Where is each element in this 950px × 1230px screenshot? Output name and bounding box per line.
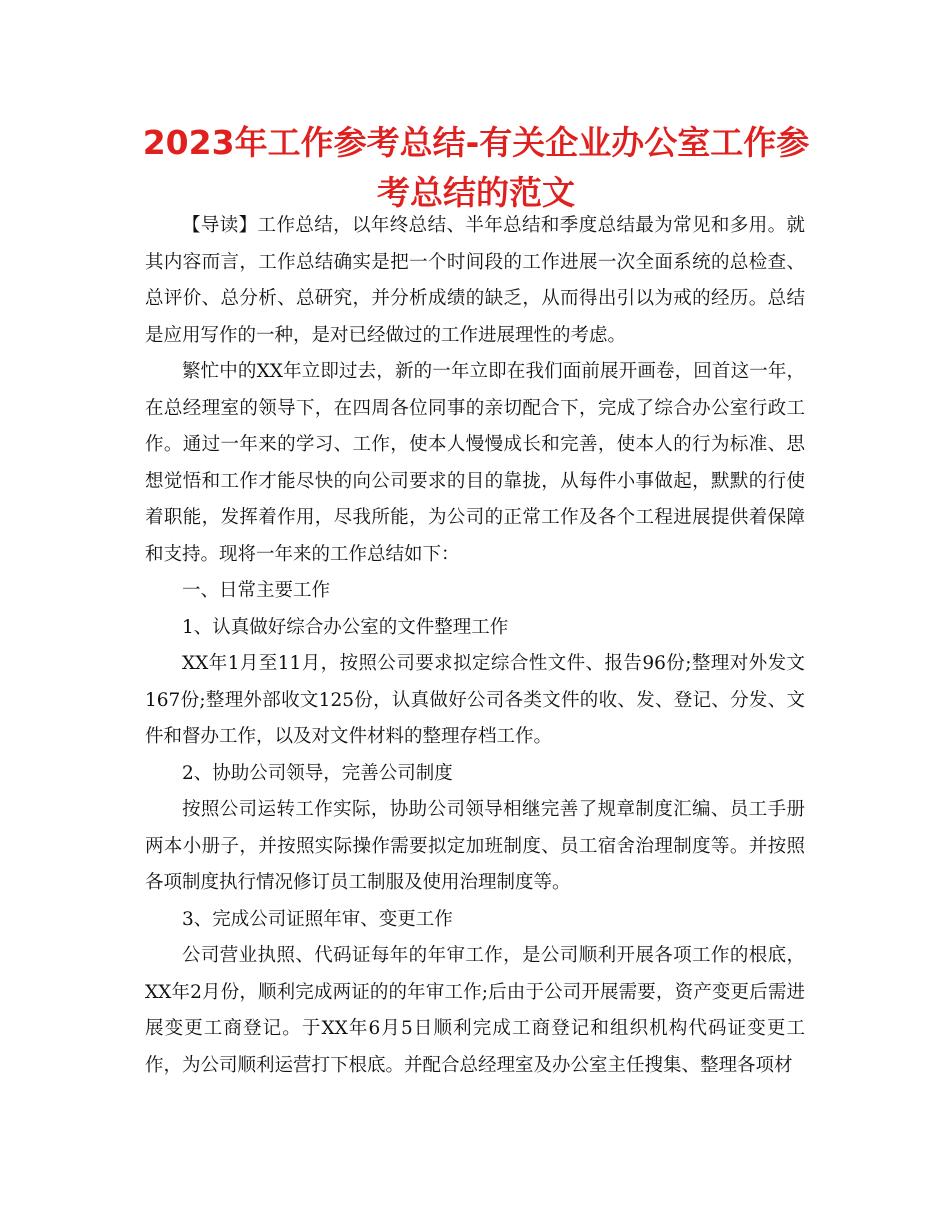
paragraph-license-review: 公司营业执照、代码证每年的年审工作，是公司顺利开展各项工作的根底，XX年2月份，顺利完成两证的的年审工作;后由于公司开展需要，资产变更后需进展变更工商登记。于XX年6月5日顺利完成工商登记和组织机构代码证变更工作，为公司顺利运营打下根底。并配合总经理室及办公室主任搜集、整理各项材 — [145, 945, 805, 1076]
paragraph-overview: 繁忙中的XX年立即过去，新的一年立即在我们面前展开画卷，回首这一年，在总经理室的领导下，在四周各位同事的亲切配合下，完成了综合办公室行政工作。通过一年来的学习、工作，使本人慢慢成长和完善，使本人的行为标准、思想觉悟和工作才能尽快的向公司要求的目的靠拢，从每件小事做起，默默的行使着职能，发挥着作用，尽我所能，为公司的正常工作及各个工程进展提供着保障和支持。现将一年来的工作总结如下： — [145, 361, 805, 565]
paragraph-company-rules: 按照公司运转工作实际，协助公司领导相继完善了规章制度汇编、员工手册两本小册子，并按照实际操作需要拟定加班制度、员工宿舍治理制度等。并按照各项制度执行情况修订员工制服及使用治理制度等。 — [145, 799, 805, 893]
paragraph-file-work: XX年1月至11月，按照公司要求拟定综合性文件、报告96份;整理对外发文167份;整理外部收文125份，认真做好公司各类文件的收、发、登记、分发、文件和督办工作，以及对文件材料的整理存档工作。 — [145, 653, 805, 747]
subheading-license-review: 3、完成公司证照年审、变更工作 — [182, 908, 453, 930]
paragraph-intro: 【导读】工作总结，以年终总结、半年总结和季度总结最为常见和多用。就其内容而言，工作总结确实是把一个时间段的工作进展一次全面系统的总检查、总评价、总分析、总研究，并分析成绩的缺乏，从而得出引以为戒的经历。总结是应用写作的一种，是对已经做过的工作进展理性的考虑。 — [145, 215, 805, 346]
subheading-company-rules: 2、协助公司领导，完善公司制度 — [182, 762, 453, 784]
document-title: 2023年工作参考总结-有关企业办公室工作参考总结的范文 — [142, 123, 810, 212]
subheading-file-work: 1、认真做好综合办公室的文件整理工作 — [182, 616, 509, 638]
document-body — [145, 208, 805, 1084]
section-heading-daily-work: 一、日常主要工作 — [182, 580, 331, 601]
